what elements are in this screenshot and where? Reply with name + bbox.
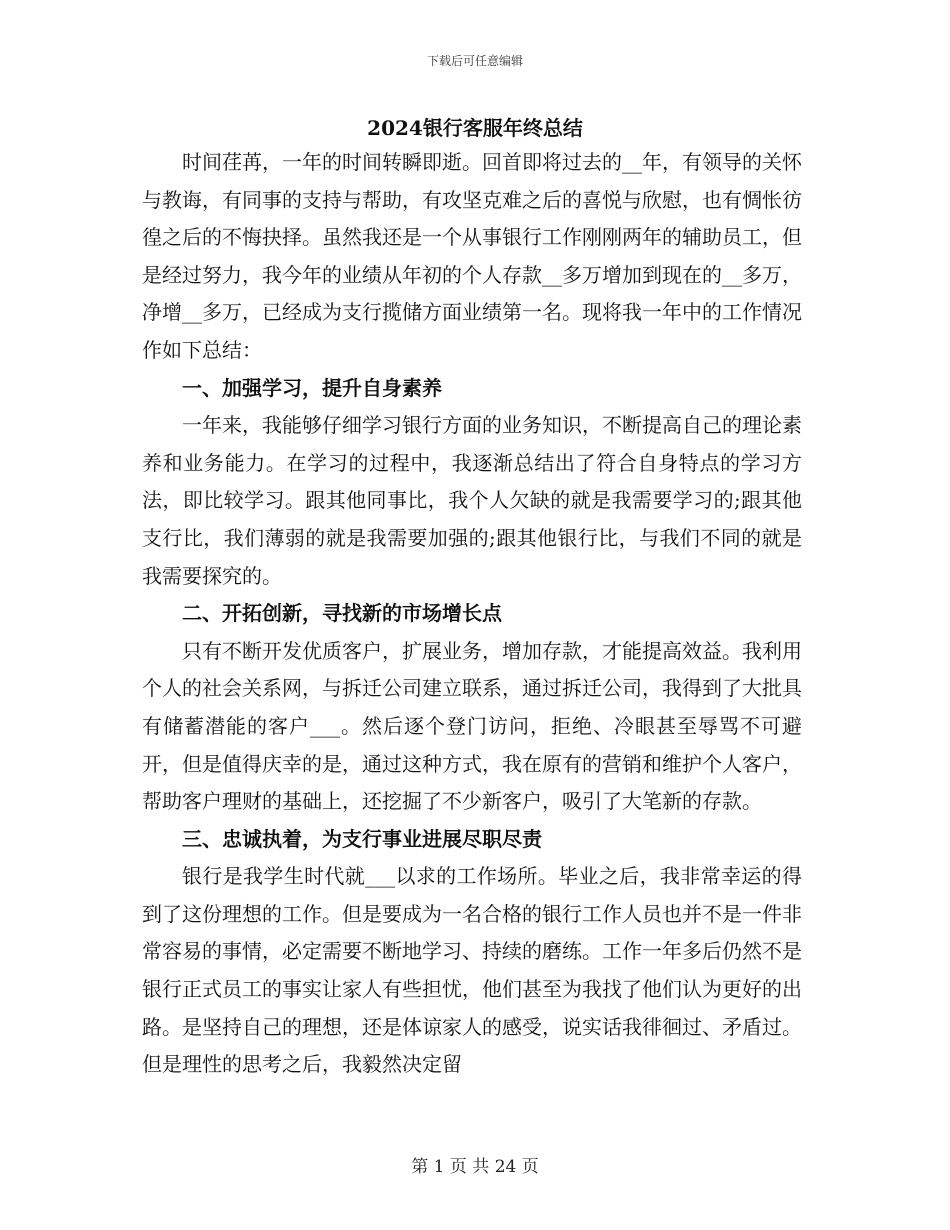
section-heading-3: 三、忠诚执着，为支行事业进展尽职尽责	[182, 826, 542, 851]
section-1-paragraph: 一年来，我能够仔细学习银行方面的业务知识，不断提高自己的理论素养和业务能力。在学习的过程中，我逐渐总结出了符合自身特点的学习方法，即比较学习。跟其他同事比，我个人欠缺的就是我需要学习的;跟其他支行比，我们薄弱的就是我需要加强的;跟其他银行比，与我们不同的就是我需要探究的。	[142, 413, 802, 588]
section-heading-2: 二、开拓创新，寻找新的市场增长点	[182, 601, 502, 626]
page-header-note: 下载后可任意编辑	[426, 54, 523, 68]
section-2-paragraph: 只有不断开发优质客户，扩展业务，增加存款，才能提高效益。我利用个人的社会关系网，与拆迁公司建立联系，通过拆迁公司，我得到了大批具有储蓄潜能的客户___。然后逐个登门访问，拒绝、冷眼甚至辱骂不可避开，但是值得庆幸的是，通过这种方式，我在原有的营销和维护个人客户，帮助客户理财的基础上，还挖掘了不少新客户，吸引了大笔新的存款。	[142, 638, 802, 814]
intro-paragraph: 时间荏苒，一年的时间转瞬即逝。回首即将过去的__年，有领导的关怀与教诲，有同事的支持与帮助，有攻坚克难之后的喜悦与欣慰，也有惆怅彷徨之后的不悔抉择。虽然我还是一个从事银行工作刚刚两年的辅助员工，但是经过努力，我今年的业绩从年初的个人存款__多万增加到现在的__多万，净增__多万，已经成为支行揽储方面业绩第一名。现将我一年中的工作情况作如下总结：	[142, 150, 802, 362]
section-heading-1: 一、加强学习，提升自身素养	[182, 375, 442, 400]
document-body	[142, 144, 802, 1084]
document-title: 2024银行客服年终总结	[367, 116, 583, 140]
page-number-footer: 第 1 页 共 24 页	[411, 1157, 539, 1177]
section-3-paragraph: 银行是我学生时代就___以求的工作场所。毕业之后，我非常幸运的得到了这份理想的工作。但是要成为一名合格的银行工作人员也并不是一件非常容易的事情，必定需要不断地学习、持续的磨练。工作一年多后仍然不是银行正式员工的事实让家人有些担忧，他们甚至为我找了他们认为更好的出路。是坚持自己的理想，还是体谅家人的感受，说实话我徘徊过、矛盾过。但是理性的思考之后，我毅然决定留	[142, 864, 802, 1077]
